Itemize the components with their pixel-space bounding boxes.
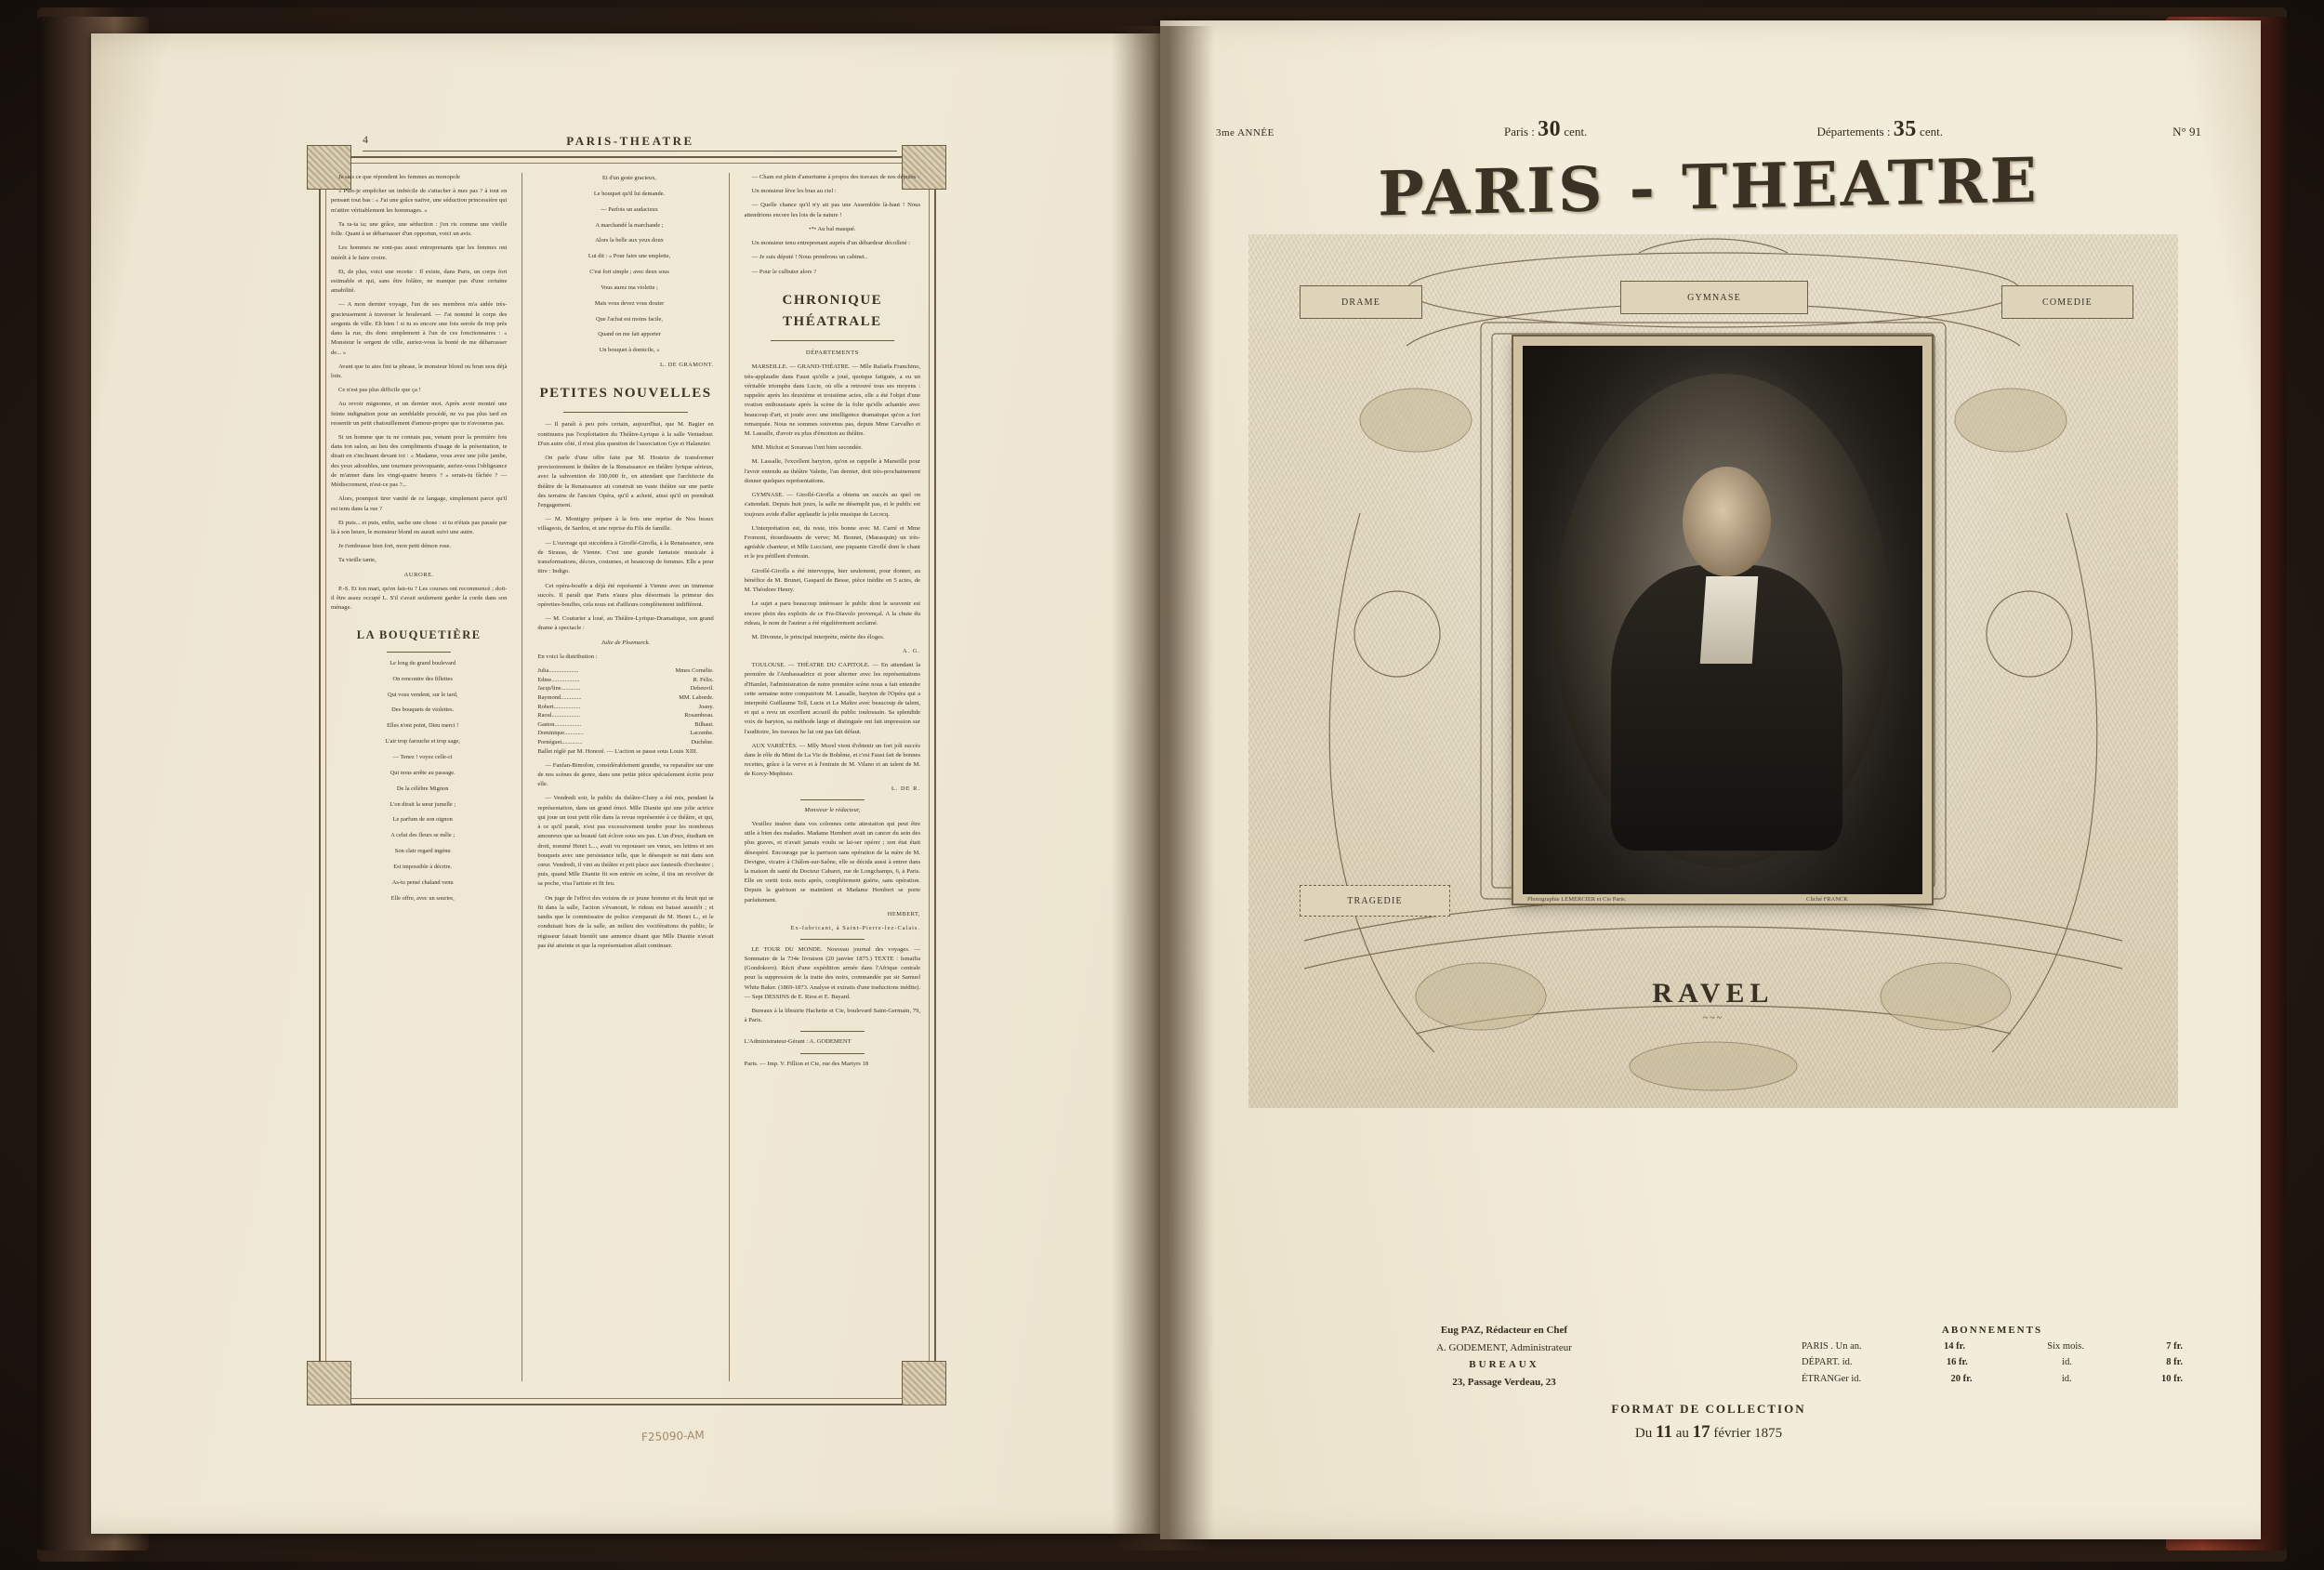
date-month-year: février 1875 xyxy=(1713,1426,1783,1441)
cast-row xyxy=(537,729,713,738)
portrait-photo xyxy=(1523,346,1922,894)
divider xyxy=(563,412,687,413)
imprint-line: Paris. — Imp. V. Fillion et Cie, rue des Martyrs 18 xyxy=(744,1060,869,1067)
paragraph: Alors, pourquoi tirer vanité de ce langage, simplement parce qu'il est tenu dans la rue ? xyxy=(331,495,508,512)
divider xyxy=(800,799,865,800)
poem-line: De la célèbre Mignon xyxy=(396,785,449,792)
news-item: — Fanfan-Bimolon, considérablement grandie, va reparaître sur une de nos scènes de genre, dans une petite pièce spécialement écrite pour elle. xyxy=(537,761,714,788)
photo-credit-photographer: Photographie LEMERCIER et Cie Paris. xyxy=(1527,896,1627,903)
price-paris xyxy=(1504,117,1587,142)
paragraph: Un monsieur tenu entreprenant auprès d'un débardeur décolleté : xyxy=(751,240,911,247)
chronicle-item: GYMNASE. — Giroflé-Girofla a obtenu un succès au quel on s'attendait. Depuis huit jours, la salle ne désemplit pas, et le public est toujours avide d'aller applaudir la jolie musique de Lecocq. xyxy=(744,492,921,518)
chronicle-item: AUX VARIÉTÉS. — Mlly Morel vient d'obtenir un fort joli succès dans le rôle du Mimi de La Vie de Bohême, et c'est Faust fait de bonnes recettes, grâce à la verve et à l'entrain de M. Vilano et an talent de M. de Korcy-Mephisto. xyxy=(744,742,921,778)
cast-role: Jacqu'line............. xyxy=(537,685,581,693)
price-paris-value: 30 xyxy=(1538,117,1562,141)
letter-signature: HEMBERT, xyxy=(887,910,921,917)
price-departments xyxy=(1816,117,1942,142)
cast-role: Robert.................. xyxy=(537,703,581,710)
section-title-petites-nouvelles: PETITES NOUVELLES xyxy=(539,386,712,402)
masthead-top-row xyxy=(1216,117,2201,142)
left-page-content xyxy=(91,33,1160,1534)
plaque-drame: DRAME xyxy=(1300,285,1422,319)
column-1 xyxy=(331,173,507,1381)
subscription-half-price: 10 fr. xyxy=(2161,1373,2183,1384)
cast-role: Gaston.................. xyxy=(537,720,582,728)
news-item: — L'ouvrage qui succédera à Giroflé-Girofla, à la Renaissance, sera de Strauss, de Vienne. C'est une grande fantaisie musicale à transformations, décors, costumes, et beaucoup de femmes. Elle a pour titre : Indigo. xyxy=(537,539,714,575)
chronicle-item: TOULOUSE. — THÉATRE DU CAPITOLE. — En attendant la première de l'Ambassadrice et pour alterner avec les représentations d'Hamlet, l'administration de notre première scène nous a fait entendre cette semaine notre compatriote M. Lassalle, baryton de l'Opéra qui a interprété Guillaume Tell, Lucie et Le Maître avec beaucoup de talent, et qui a revu un excellent accueil du public toulousain. Sa splendide voix de baryton, sa méthode large et distinguée ont fait impression sur l'auditoire, les travaux he lui ont pas fait défaut. xyxy=(744,662,921,735)
portrait-head xyxy=(1683,467,1771,576)
cast-role: Julia.................... xyxy=(537,667,579,675)
cast-actor: MM. Laborde. xyxy=(679,693,714,701)
notice: Bureaux à la librairie Hachette et Cie, boulevard Saint-Germain, 79, à Paris. xyxy=(744,1007,921,1024)
signature: A. G. xyxy=(903,648,921,655)
cast-row xyxy=(537,711,713,720)
subscription-row xyxy=(1802,1339,2183,1354)
cast-role: Raoul................... xyxy=(537,712,580,719)
poem-line: Qui vous vendent, sur le tard, xyxy=(387,691,458,698)
divider xyxy=(387,652,451,653)
subscription-zone: PARIS . Un an. xyxy=(1802,1341,1862,1352)
subscription-row xyxy=(1802,1354,2183,1370)
editor-in-chief: Eug PAZ, Rédacteur en Chef xyxy=(1440,1325,1568,1336)
date-pre: Du xyxy=(1634,1426,1653,1441)
cast-intro: En voici la distribution : xyxy=(537,653,598,660)
cast-role: Dominique............. xyxy=(537,730,584,737)
cast-row xyxy=(537,684,713,693)
bureaux-address: 23, Passage Verdeau, 23 xyxy=(1452,1377,1556,1389)
poem-line: Que l'achat est moins facile, xyxy=(596,315,663,323)
date-start: 11 xyxy=(1656,1422,1672,1442)
paragraph: Si un homme que tu ne connais pas, venant pour la première fois dans ton salon, au lieu des compliments d'usage de la présentation, te disait en s'inclinant devant toi : « Madame, vous avez une jolie jambe, des yeux adorables, une tournure provoquante, auriez-vous l'obligeance de m'aimer dans les vingt-quatre heures ? » serais-tu fâchée ? — Médiocrement, n'est-ce pas ?... xyxy=(331,434,508,489)
poem-line: C'est fort simple ; avec deux sous xyxy=(589,269,669,276)
paragraph: — Cham est plein d'amertume à propos des travaux de nos députés : xyxy=(751,174,919,180)
cast-actor: Duchêne. xyxy=(691,738,714,745)
cast-row xyxy=(537,693,713,703)
subscription-year-price: 14 fr. xyxy=(1944,1341,1965,1352)
photo-credit-cliche: Cliché FRANCK xyxy=(1806,896,1848,903)
postscript: P.-S. Et ton mari, qu'en fais-tu ? Les courses ont recommencé ; doit-il être assez occupé L. S'il s'avait seulement garder la corde dans son ménage. xyxy=(331,585,508,612)
cast-actor: Mmes Cornélie. xyxy=(675,667,714,675)
paragraph: Je sais ce que répondent les femmes au monopole xyxy=(338,174,461,180)
signature: L. DE GRAMONT. xyxy=(660,362,714,369)
poem-line: A celui des fleurs se mêle ; xyxy=(390,832,456,839)
cast-actor: Lacombe. xyxy=(690,730,714,737)
running-head: PARIS-THEATRE xyxy=(566,134,694,148)
column-divider xyxy=(729,173,730,1381)
price-paris-label: Paris : xyxy=(1504,125,1535,139)
news-item: On juge de l'effroi des voisins de ce jeune homme et du bruit qui se fit dans la salle, l'action s'évanouit, le rideau est baissé aussitôt ; et tandis que le commissaire de police s'emparait de M. Henri L., et le conduisait hors de la salle, an milieu des vociférations du public, le régisseur faisait bientôt une annonce disant que Mlle Dianiie n'avait pas été atteinte et que la représentation allait continuer. xyxy=(537,894,714,949)
cast-title: Julie de Ploemarck. xyxy=(601,639,651,646)
price-dept-label: Départements : xyxy=(1816,125,1891,139)
pencil-archive-note: F25090-AM xyxy=(640,1428,705,1445)
subscription-zone: ÉTRANGer id. xyxy=(1802,1373,1862,1384)
chronicle-item: M. Lassalle, l'excellent baryton, qu'on se rappelle à Marseille pour l'avoir entendu au théâtre Valette, l'an dernier, doit très-prochainement donner quelques représentations. xyxy=(744,458,921,484)
right-page xyxy=(1160,20,2261,1539)
engraved-illustration xyxy=(1248,234,2178,1108)
chronicle-item: MM. Michot et Sorareau l'ont bien secondée. xyxy=(751,444,863,452)
news-item: — M. Couturier a loué, au Théâtre-Lyrique-Dramatique, son grand drame à spectacle : xyxy=(537,615,714,632)
date-range xyxy=(1365,1422,2053,1443)
footer-collection-block xyxy=(1365,1402,2053,1443)
poem-line: Et d'un geste gracieux, xyxy=(602,175,656,181)
news-item: — M. Montigny prépare à la fois une reprise de Nos beaux villageois, de Sardou, et une reprise du Fils de famille. xyxy=(537,516,714,533)
section-title-bouquetiere: LA BOUQUETIÈRE xyxy=(356,627,482,641)
poem-line: Est impossible à décrire. xyxy=(393,863,453,870)
issue-number: N° 91 xyxy=(2172,125,2201,139)
poem-line: L'on dirait la sœur jumelle ; xyxy=(390,800,456,808)
paragraph: Je t'embrasse bien fort, mon petit démon rose. xyxy=(338,543,452,550)
paragraph: Et puis... et puis, enfin, sache une chose : si tu n'étais pas passée par là à son heure, le monsieur blond en aurait suivi une autre. xyxy=(331,519,508,535)
column-3 xyxy=(745,173,920,1381)
poem-line: — Tenez ! voyez celle-ci xyxy=(392,753,453,760)
cast-actor: Rosambeau. xyxy=(684,712,714,719)
subscription-row xyxy=(1802,1371,2183,1387)
subscription-zone: DÉPART. id. xyxy=(1802,1357,1853,1368)
section-title-chronique: CHRONIQUE THÉATRALE xyxy=(782,292,883,329)
poem-line: Des bouquets de violettes. xyxy=(391,706,455,714)
subscription-year-price: 20 fr. xyxy=(1950,1373,1973,1384)
paragraph: Avant que tu aies fini ta phrase, le monsieur blond ou brun sera déjà loin. xyxy=(331,363,508,379)
poem-line: Le long du grand boulevard xyxy=(390,659,456,666)
subscription-half-label: Six mois. xyxy=(2047,1341,2084,1352)
book-gutter-shadow xyxy=(1112,26,1214,1550)
poem-line: On rencontre des fillettes xyxy=(392,675,453,682)
poem-line: Qui nous arrête au passage. xyxy=(390,769,456,776)
news-item: On parle d'une offre faite par M. Hostein de transformer provisoirement le théâtre de la Renaissance en théâtre lyrique sérieux, avec la subvention de 100,000 fr., en attendant que l'architecte du théâtre de la Renaissance ait construit un vaste théâtre sur une partie des terrains de l'ancien Opéra, qu'il a acheté, ainsi qu'il en prendrait l'engagement. xyxy=(537,454,714,509)
subscription-half-label: id. xyxy=(2062,1357,2072,1368)
paragraph: — Je suis député ! Nous prendrons un cabinet.. xyxy=(751,254,868,261)
price-paris-unit: cent. xyxy=(1564,125,1588,139)
divider xyxy=(800,1031,865,1032)
chronicle-item: M. Divonne, le principal interprète, mérite des éloges. xyxy=(751,633,885,640)
poem-line: Un bouquet à domicile, » xyxy=(599,347,660,354)
paragraph: — Quelle chance qu'il n'y ait pas une Assemblée là-haut ! Nous attendrions encore les lois de la nature ! xyxy=(744,202,921,218)
poem-line: Mais vous devez vous douter xyxy=(594,299,665,307)
price-dept-value: 35 xyxy=(1893,117,1917,141)
chronicle-item: Le sujet a paru beaucoup intéresser le public dont le souvenir est encore plein des exploits de ce Fra-Diavolo provençal. A la chute du rideau, le nom de l'auteur a été régulièrement acclamé. xyxy=(744,600,921,627)
date-end: 17 xyxy=(1692,1422,1710,1442)
poem-line: Le bouquet qu'il lui demande. xyxy=(593,190,666,197)
date-mid: au xyxy=(1675,1426,1689,1441)
paragraph: Au revoir mignonne, et un dernier mot. Après avoir montré une feinte indignation pour un semblable procédé, ne va pas plus tard en ressentir un petit chatouillement d'amour-propre que tu n'avoueras pas. xyxy=(331,401,508,427)
subscriptions-title: ABONNEMENTS xyxy=(1941,1325,2043,1336)
divider xyxy=(800,1053,865,1054)
year-label: 3me ANNÉE xyxy=(1216,127,1274,139)
cast-row xyxy=(537,666,713,676)
cast-list xyxy=(537,666,713,746)
paragraph: Et, de plus, voici une recette : Il existe, dans Paris, un corps fort estimable et qui, sans être folâtre, ne manque pas d'une certaine amabilité. xyxy=(331,268,508,295)
subscription-half-price: 8 fr. xyxy=(2166,1357,2183,1368)
news-item: — Il paraît à peu près certain, aujourd'hui, que M. Bagier en continuera pas l'exploitation du Théâtre-Lyrique à la salle Ventadour. D'un autre côté, il n'est plus question de l'association Gye et Halanzier. xyxy=(537,421,714,447)
paragraph: Ta vieille tante, xyxy=(338,557,376,564)
notice: LE TOUR DU MONDE. Nouveau journal des voyages. — Sommaire de la 734e livraison (20 janvier 1875.) TEXTE : Ismaïlia (Gondokoro). Récit d'une expédition armée dans l'Afrique centrale pour la suppression de la traite des noirs, commandée par sir Samuel White Baker. (1869-1873. Analyse et extraits d'une traductions inédite). — Sept DESSINS de E. Riou et E. Bayard. xyxy=(744,945,921,1000)
cast-actor: Bilhaut. xyxy=(694,720,714,728)
plaque-tragedie: TRAGEDIE xyxy=(1300,885,1450,917)
footer-masthead-info xyxy=(1244,1322,1764,1392)
poem-line: Son clair regard ingénu xyxy=(394,848,451,855)
poem-line: Elles n'ont point, Dieu merci ! xyxy=(387,722,459,730)
subscriptions-block xyxy=(1802,1322,2183,1387)
poem-line: Elle offre, avec un sourire, xyxy=(390,894,455,902)
subhead-departements: DÉPARTEMENTS xyxy=(805,350,859,357)
news-item: Cet opéra-bouffe a déjà été représenté à Vienne avec un immense succès. Il paraît que Paris n'aura plus désormais la primeur des opérettes-bouffes, cela nous est d'ailleurs complètement indifférent. xyxy=(537,582,714,609)
poem-line: Quand on me fait apporter xyxy=(598,331,661,338)
chronicle-item: MARSEILLE. — GRAND-THÉATRE. — Mlle Rafaëla Franchino, très-applaudie dans Faust qu'elle a joué, quoique fatiguée, a eu un véritable triomphe dans Lucie, où elle a retrouvé tous ses moyens : rappelée après les deuxième et troisième actes, elle a été l'objet d'une ovation enthousiaste après la scène de la folie qu'elle achantée avec beaucoup d'art, et jouée avec une intelligence dramatique qu'on a fort remarquée. Nous ne sommes souvenus pas, depuis Mme Carvalho et M. Lassalle, d'avoir eu plus d'émotion au théâtre. xyxy=(744,363,921,437)
poem-line: Vous aurez ma violette ; xyxy=(601,284,658,291)
administrator: A. GODEMENT, Administrateur xyxy=(1436,1341,1572,1353)
chronicle-item: L'interprétation est, du reste, très bonne avec M. Carré et Mme Fromont, étourdissants de verve; M. Bonnet, (Marasquin) un très-agréable chanteur, et Mlle Lucciani, une piquante Giroflé dont le chant et le jeu pétillent d'entrain. xyxy=(744,524,921,561)
paragraph: — A mon dernier voyage, l'un de ses membres m'a aidée très-gracieusement à traverser le boulevard. — J'ai nommé le corps des sergents de ville. Eh bien ! si tu es encore une fois serrée de trop près dans la rue, dis donc simplement à l'un de ces fonctionnaires : « Monsieur le sergent de ville, auriez-vous la bonté de me débarrasser de... » xyxy=(331,301,508,356)
subscription-half-label: id. xyxy=(2061,1373,2072,1384)
signature: L. DE R. xyxy=(891,785,921,792)
left-page xyxy=(91,33,1160,1534)
right-page-content xyxy=(1160,20,2261,1539)
cast-row xyxy=(537,720,713,730)
chronicle-item: Giroflé-Girofla a été intervoppa, hier seulement, pour donner, au bénéfice de M. Brunet, Gaspard de Besse, pièce inédite en 5 actes, de M. Théodore Henry. xyxy=(744,567,921,594)
format-line: FORMAT DE COLLECTION xyxy=(1611,1402,1806,1416)
bureaux-label: BUREAUX xyxy=(1469,1359,1539,1371)
paragraph: Ta ra-ta ta; une grâce, une séduction : j'en ris comme une vieille folle. Quant à se débarrasser d'un opportun, voici un avis. xyxy=(331,220,508,238)
article-columns xyxy=(331,173,920,1381)
news-item: — Vendredi soir, le public du théâtre-Cluny a été mis, pendant la représentation, dans un grand émoi. Mlle Dianiie qui une jolie actrice qui joue un tout petit rôle dans la revue représentée à ce théâtre, et qui, à ce qu'il paraît, n'est pas excessivement tendre pour les nombreux amoureux que sa beauté fait éclore sous ses pas. L'un d'eux, étudiant en droit, nommé Henri L..., avait vu repousser ses vœux, ses lettres et ses bouquets avec une persistance telle, que le désespoir se mit dans son cœur. Vendredi, il vint au théâtre et prit place aux fauteuils d'orchestre ; puis, quand Mlle Dianiie fit son entrée en scène, il tira un revolver de sa poche, visa l'artiste et fit feu. xyxy=(537,795,714,888)
paragraph: Un monsieur lève les bras au ciel : xyxy=(751,188,837,195)
poem-line: A marchandé la marchande ; xyxy=(595,221,664,229)
price-dept-unit: cent. xyxy=(1920,125,1943,139)
cast-row xyxy=(537,676,713,685)
subscription-year-price: 16 fr. xyxy=(1946,1357,1968,1368)
cast-role: Raymond.............. xyxy=(537,693,582,701)
letter-signature-detail: Ex-fabricant, à Saint-Pierre-lez-Calais. xyxy=(790,924,921,931)
cast-row xyxy=(537,703,713,712)
cast-actor: Debeuvil. xyxy=(690,685,714,693)
divider xyxy=(771,340,894,341)
paragraph: Les hommes ne sont-pas aussi entreprenants que les femmes ont intérêt à le faire croire. xyxy=(331,244,508,261)
portrait-frame xyxy=(1513,336,1932,904)
column-2 xyxy=(537,173,713,1381)
signature: AURORE. xyxy=(403,571,434,578)
cast-role: Edme................... xyxy=(537,676,580,683)
portrait-name: RAVEL xyxy=(1652,978,1775,1009)
letter-body: Veuillez insérer dans vos colonnes cette attestation qui peut être utile à bien des malades. Madame Hembert avait un cancer du sein des plus graves, et n'avait jamais voulu se lai-ser opérer ; son état était désespéré. Encourage par la parrison sans opération de la mère de M. Devigne, vicaire à Châlon-sur-Saône, elle se décida aussi à entrer dans la maison de santé du Docteur Cabaret, rue de Longchamps, 6, à Paris. Elle en sortit trois mois après, complétement guérie, sans opération. Depuis la guérison se maintient et Madame Hembert se porte parfaitement. xyxy=(744,820,921,904)
cast-actor: Joany. xyxy=(698,703,714,710)
administrator-line: L'Administrateur-Gérant : A. GODEMENT xyxy=(744,1038,852,1046)
page-folio: 4 xyxy=(363,133,368,146)
poem-line: Alors la belle aux yeux doux xyxy=(595,237,664,244)
header-rule xyxy=(363,151,897,152)
poem-line: Le parfum de son oignon xyxy=(392,816,453,824)
cast-row xyxy=(537,738,713,747)
portrait-shirt-front xyxy=(1699,576,1757,664)
cast-role: Pornéguet.............. xyxy=(537,738,583,745)
cast-actor: R. Félix. xyxy=(693,676,714,683)
paragraph: « Puis-je empêcher un imbécile de s'attacher à mes pas ? à tout en pensant tout bas : « J'ai une grâce native, une séduction princessière qui m'attire véritablement les hommages. » xyxy=(331,188,508,214)
paragraph: — Pour le culbuter alors ? xyxy=(751,268,817,275)
masthead xyxy=(1225,141,2192,244)
plaque-comedie: COMEDIE xyxy=(2001,285,2133,319)
divider xyxy=(800,939,865,940)
poem-line: L'air trop farouche et trop sage, xyxy=(385,738,460,745)
paragraph: •*• Au bal masqué. xyxy=(809,225,856,232)
poem-line: As-tu pensé chaland venu xyxy=(391,878,454,886)
subscription-half-price: 7 fr. xyxy=(2166,1341,2183,1352)
poem-line: — Parfois un audacieux xyxy=(601,205,658,213)
letter-salutation: Monsieur le rédacteur, xyxy=(804,806,861,813)
poem-line: Lui dit : « Pour faire une emplette, xyxy=(588,253,671,260)
paragraph: Ce n'est pas plus difficile que ça ! xyxy=(338,387,421,394)
masthead-title: PARIS - THEATRE xyxy=(1378,143,2040,231)
portrait-name-ornament: ~~~ xyxy=(1702,1013,1724,1023)
cast-note: Ballet réglé par M. Honoré. — L'action se passe sous Louis XIII. xyxy=(537,747,698,755)
plaque-gymnase: GYMNASE xyxy=(1620,281,1808,314)
